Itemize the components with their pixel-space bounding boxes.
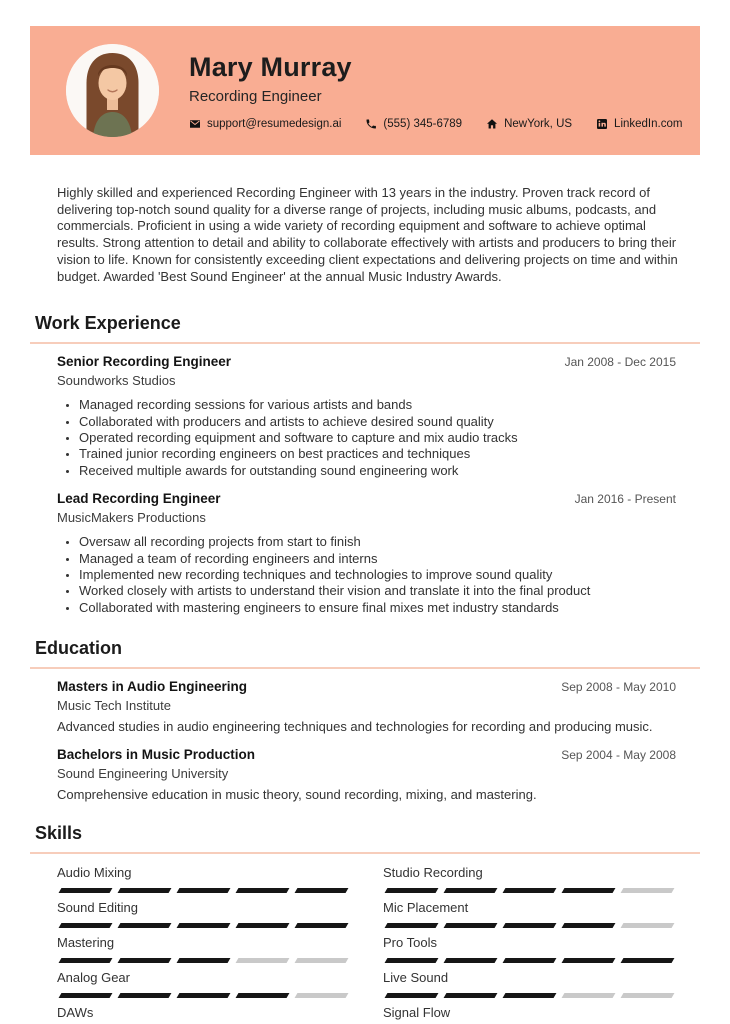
skill-bar-segment xyxy=(295,993,349,998)
skill-bar-segment xyxy=(562,993,616,998)
contact-phone-text: (555) 345-6789 xyxy=(383,117,463,130)
skill-bar-segment xyxy=(444,993,498,998)
contact-linkedin xyxy=(596,118,682,130)
job-bullet: • Collaborated with producers and artists to achieve desired sound quality xyxy=(79,414,676,430)
skill-item xyxy=(57,935,350,963)
skill-level-bar xyxy=(57,923,350,928)
skill-item xyxy=(57,1005,350,1024)
skill-item xyxy=(383,900,676,928)
skill-bar-segment xyxy=(118,958,172,963)
work-experience-heading: Work Experience xyxy=(30,313,700,344)
skill-bar-segment xyxy=(295,888,349,893)
education-description: Comprehensive education in music theory, sound recording, mixing, and mastering. xyxy=(57,787,537,803)
skill-name: DAWs xyxy=(57,1005,94,1021)
skill-bar-segment xyxy=(295,958,349,963)
job-bullet: • Implemented new recording techniques and technologies to improve sound quality xyxy=(79,567,676,583)
job-bullet: • Collaborated with mastering engineers to ensure final mixes met industry standards xyxy=(79,600,676,616)
skill-bar-segment xyxy=(385,923,439,928)
skill-item xyxy=(383,970,676,998)
skill-bar-segment xyxy=(118,888,172,893)
email-icon xyxy=(189,118,201,130)
skill-bar-segment xyxy=(236,923,290,928)
skill-name: Sound Editing xyxy=(57,900,138,916)
skill-level-bar xyxy=(383,958,676,963)
job-bullet: • Managed recording sessions for various artists and bands xyxy=(79,397,676,413)
skill-bar-segment xyxy=(503,923,557,928)
skill-level-bar xyxy=(383,923,676,928)
skill-item xyxy=(383,865,676,893)
skill-bar-segment xyxy=(385,958,439,963)
contact-email xyxy=(189,118,341,130)
skill-bar-segment xyxy=(118,993,172,998)
skill-bar-segment xyxy=(621,888,675,893)
skill-bar-segment xyxy=(236,958,290,963)
skill-name: Mic Placement xyxy=(383,900,469,916)
skill-level-bar xyxy=(57,993,350,998)
job-company: Soundworks Studios xyxy=(57,373,176,389)
skill-bar-segment xyxy=(444,958,498,963)
skill-name: Audio Mixing xyxy=(57,865,132,881)
avatar xyxy=(66,44,159,137)
skill-level-bar xyxy=(57,958,350,963)
skill-bar-segment xyxy=(562,958,616,963)
education-heading: Education xyxy=(30,638,700,669)
header-band xyxy=(30,26,700,155)
skills-heading: Skills xyxy=(30,823,700,854)
contact-location-text: NewYork, US xyxy=(504,117,573,130)
person-name: Mary Murray xyxy=(189,51,352,82)
summary-paragraph: Highly skilled and experienced Recording Engineer with 13 years in the industry. Proven track record of delivering top-notch sound quality for a diverse range of projects, including music albums, podcasts, and commercials. Proficient in using a wide variety of recording equipment and software to achieve optimal results. Strong attention to detail and ability to collaborate effectively with artists and producers to bring their vision to life. Known for consistently exceeding client expectations and delivering projects on time and within budget. Awarded 'Best Sound Engineer' at the annual Music Industry Awards. xyxy=(57,185,678,284)
skill-name: Studio Recording xyxy=(383,865,483,881)
skill-bar-segment xyxy=(621,958,675,963)
job-bullet: • Managed a team of recording engineers and interns xyxy=(79,551,676,567)
job-bullet: • Oversaw all recording projects from start to finish xyxy=(79,534,676,550)
skill-level-bar xyxy=(57,888,350,893)
skill-bar-segment xyxy=(177,993,231,998)
contact-linkedin-text: LinkedIn.com xyxy=(614,117,683,130)
skill-bar-segment xyxy=(444,888,498,893)
skill-name: Live Sound xyxy=(383,970,449,986)
contact-phone xyxy=(365,118,462,130)
section-work-experience xyxy=(30,313,700,616)
school-name: Sound Engineering University xyxy=(57,766,229,782)
job-dates: Jan 2016 - Present xyxy=(574,492,676,507)
linkedin-icon xyxy=(596,118,608,130)
skill-name: Analog Gear xyxy=(57,970,130,986)
skill-item xyxy=(57,900,350,928)
skill-bar-segment xyxy=(385,888,439,893)
person-title: Recording Engineer xyxy=(189,87,322,105)
job-bullet-list xyxy=(57,397,676,479)
contact-email-text: support@resumedesign.ai xyxy=(207,117,342,130)
skills-grid xyxy=(57,865,676,1024)
skill-bar-segment xyxy=(59,888,113,893)
skill-bar-segment xyxy=(295,923,349,928)
skill-bar-segment xyxy=(59,923,113,928)
job-title: Lead Recording Engineer xyxy=(57,491,221,507)
education-dates: Sep 2008 - May 2010 xyxy=(561,680,676,695)
skill-bar-segment xyxy=(503,888,557,893)
job-company: MusicMakers Productions xyxy=(57,510,206,526)
skill-bar-segment xyxy=(385,993,439,998)
education-description: Advanced studies in audio engineering techniques and technologies for recording and producing music. xyxy=(57,719,653,735)
job-bullet: • Operated recording equipment and software to capture and mix audio tracks xyxy=(79,430,676,446)
phone-icon xyxy=(365,118,377,130)
skill-bar-segment xyxy=(562,888,616,893)
skill-name: Signal Flow xyxy=(383,1005,451,1021)
skill-bar-segment xyxy=(236,993,290,998)
education-entry xyxy=(57,679,676,735)
skill-bar-segment xyxy=(118,923,172,928)
home-icon xyxy=(486,118,498,130)
skill-item xyxy=(383,1005,676,1024)
skill-bar-segment xyxy=(177,923,231,928)
skill-item xyxy=(383,935,676,963)
section-skills xyxy=(30,823,700,1024)
job-bullet: • Trained junior recording engineers on best practices and techniques xyxy=(79,446,676,462)
contact-row xyxy=(189,118,682,130)
skill-bar-segment xyxy=(503,993,557,998)
section-education xyxy=(30,638,700,803)
contact-location xyxy=(486,118,572,130)
skill-bar-segment xyxy=(177,958,231,963)
avatar-illustration xyxy=(66,44,159,137)
school-name: Music Tech Institute xyxy=(57,698,171,714)
job-entry xyxy=(57,354,676,479)
job-dates: Jan 2008 - Dec 2015 xyxy=(564,355,676,370)
degree-title: Bachelors in Music Production xyxy=(57,747,256,763)
skill-item xyxy=(57,865,350,893)
skill-bar-segment xyxy=(59,993,113,998)
education-entry xyxy=(57,747,676,803)
skill-bar-segment xyxy=(562,923,616,928)
skill-name: Mastering xyxy=(57,935,115,951)
degree-title: Masters in Audio Engineering xyxy=(57,679,248,695)
skill-bar-segment xyxy=(621,923,675,928)
skill-level-bar xyxy=(383,888,676,893)
skill-bar-segment xyxy=(59,958,113,963)
skill-bar-segment xyxy=(177,888,231,893)
skill-bar-segment xyxy=(236,888,290,893)
skill-bar-segment xyxy=(444,923,498,928)
skill-item xyxy=(57,970,350,998)
job-bullet-list xyxy=(57,534,676,616)
skill-bar-segment xyxy=(621,993,675,998)
job-title: Senior Recording Engineer xyxy=(57,354,232,370)
skill-level-bar xyxy=(383,993,676,998)
skill-bar-segment xyxy=(503,958,557,963)
job-bullet: • Received multiple awards for outstanding sound engineering work xyxy=(79,463,676,479)
education-dates: Sep 2004 - May 2008 xyxy=(561,748,676,763)
job-bullet: • Worked closely with artists to understand their vision and translate it into the final product xyxy=(79,583,676,599)
job-entry xyxy=(57,491,676,616)
skill-name: Pro Tools xyxy=(383,935,437,951)
